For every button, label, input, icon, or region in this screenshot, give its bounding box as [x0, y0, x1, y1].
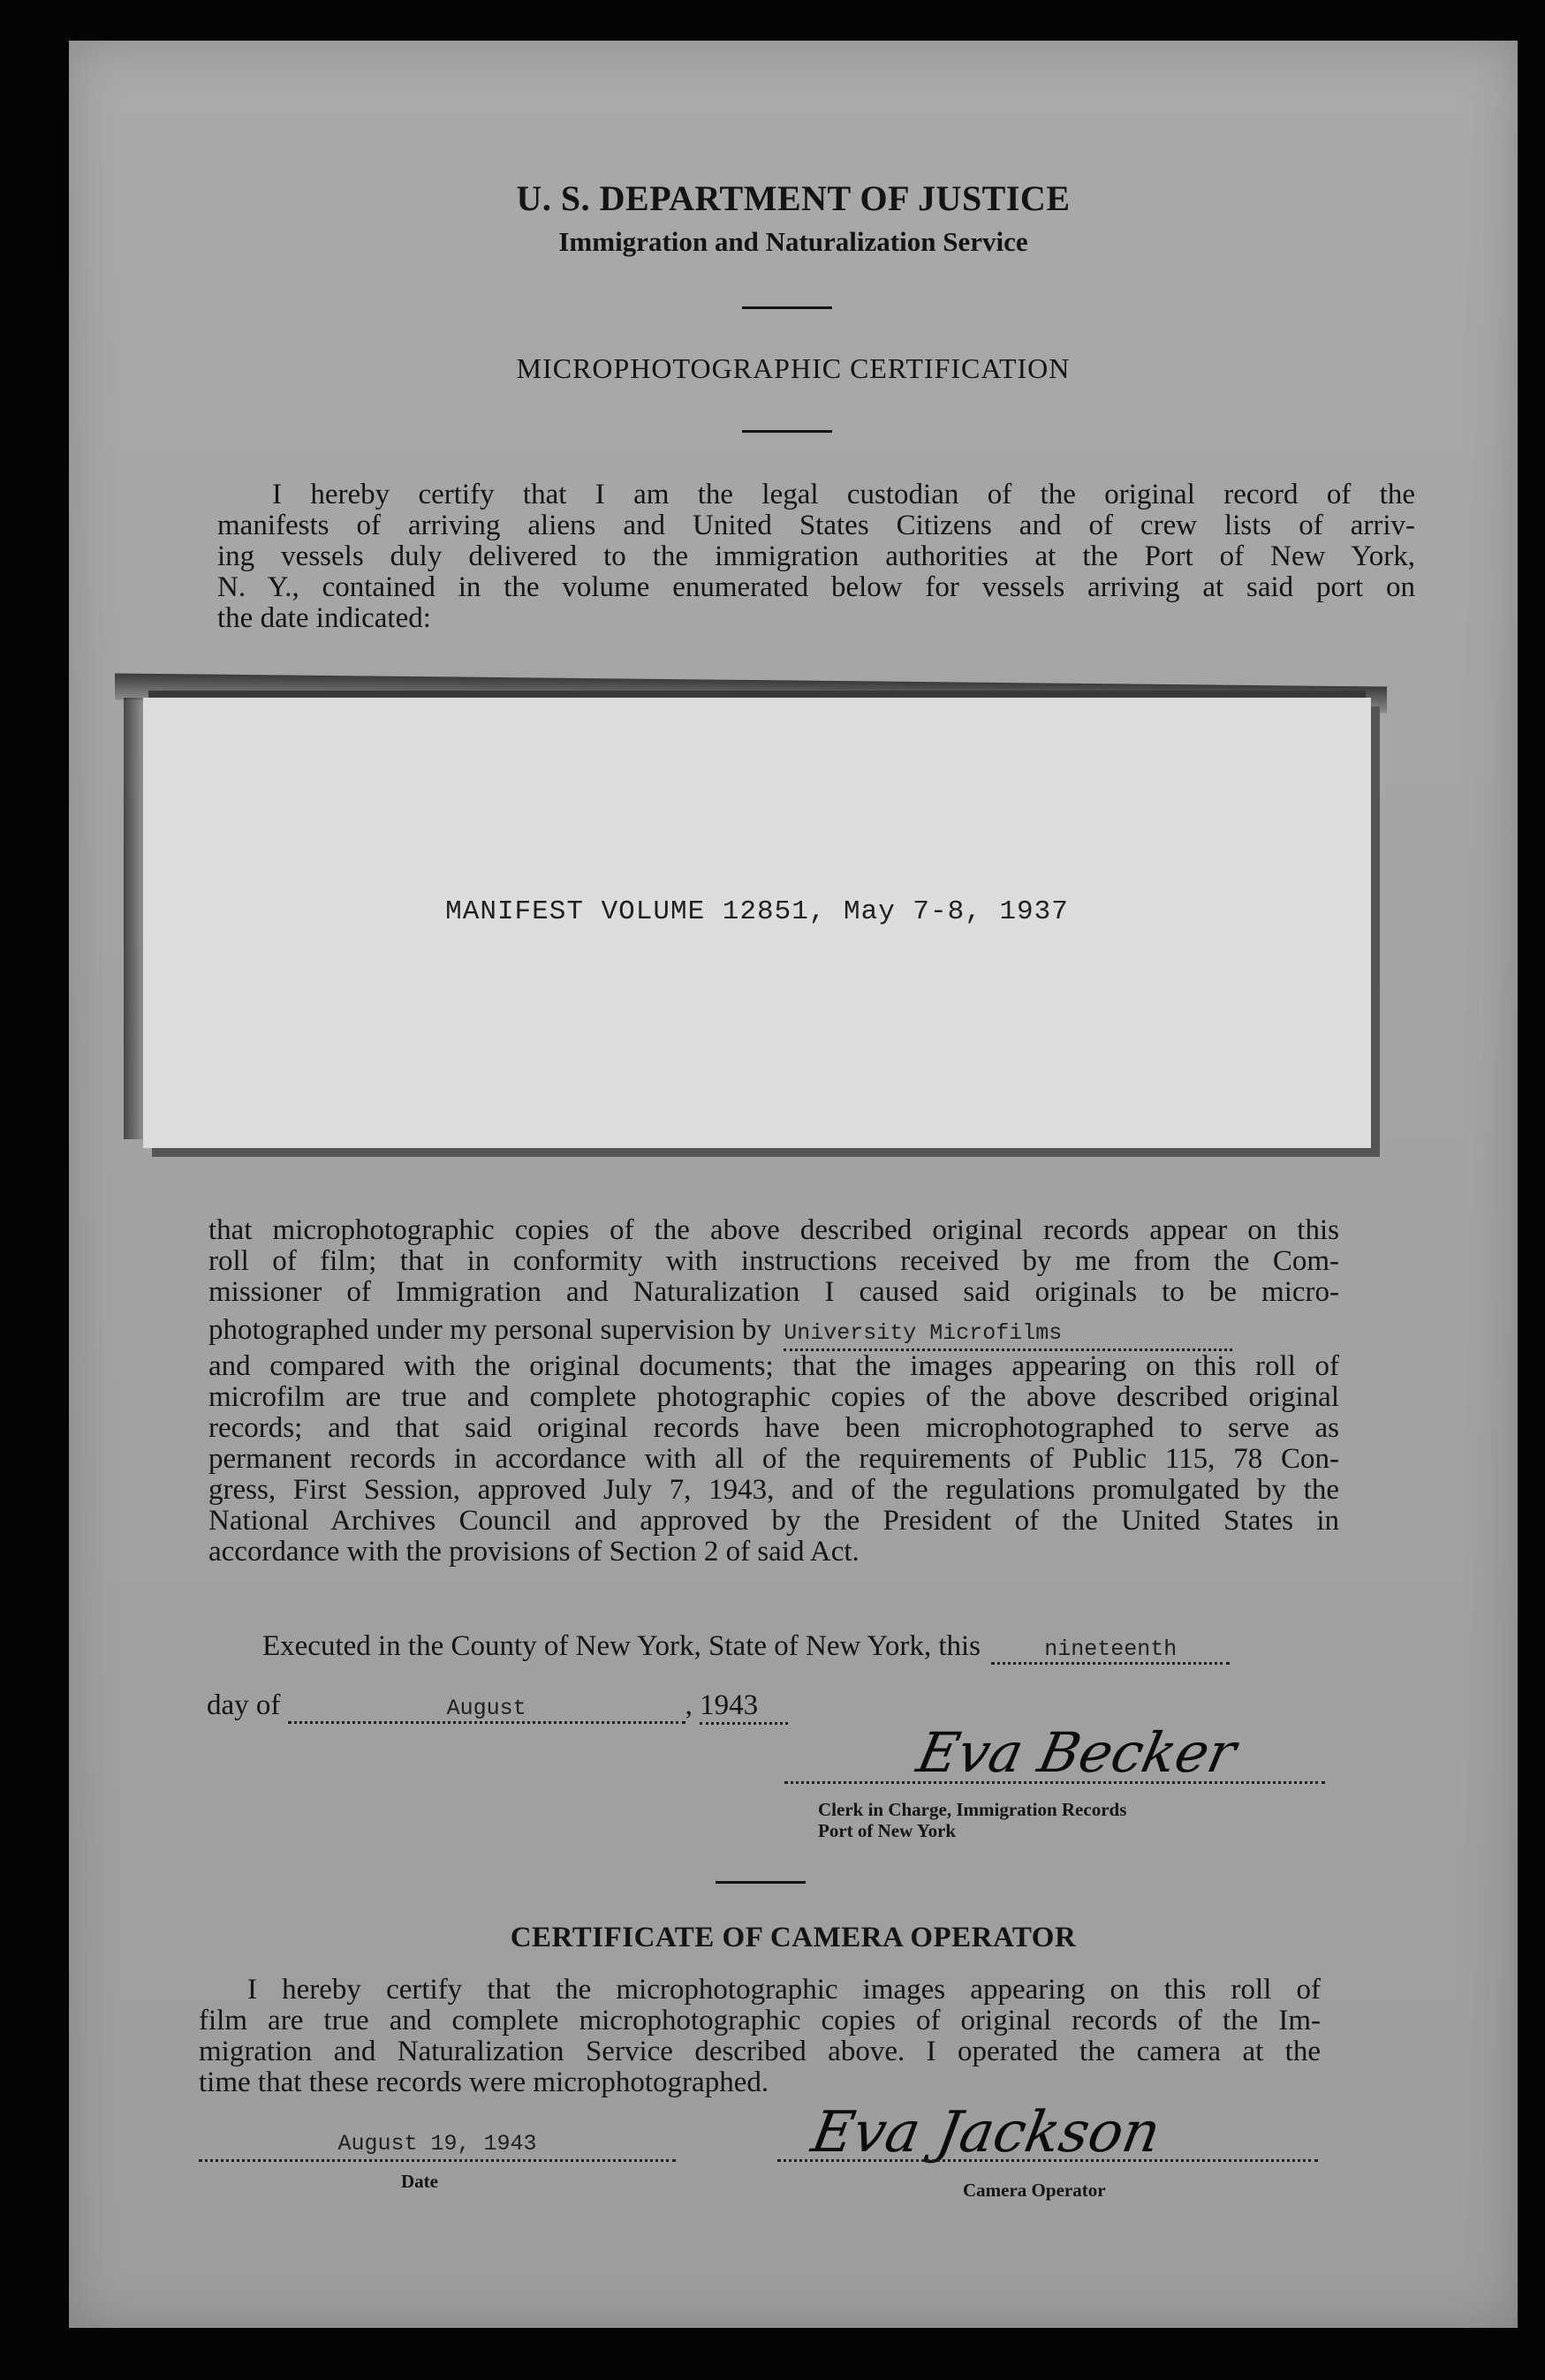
camera-operator-paragraph [199, 1975, 1321, 2098]
camera-operator-title: CERTIFICATE OF CAMERA OPERATOR [510, 1922, 1077, 1953]
operator-signature-line [777, 2159, 1318, 2162]
executed-prefix: Executed in the County of New York, State of New York, this [262, 1630, 981, 1662]
operator-date-line [199, 2159, 676, 2162]
body-line: missioner of Immigration and Naturalization I caused said originals to be micro- [208, 1276, 1339, 1308]
body-line: gress, First Session, approved July 7, 1943, and of the regulations promulgated by the [208, 1474, 1339, 1506]
clerk-title-line: Clerk in Charge, Immigration Records [818, 1799, 1127, 1820]
clerk-title-line: Port of New York [818, 1820, 957, 1841]
divider-rule [742, 306, 832, 309]
service-subheading: Immigration and Naturalization Service [558, 226, 1028, 257]
supervision-line [208, 1315, 1339, 1351]
body-line: National Archives Council and approved by the President of the United States in [208, 1505, 1339, 1537]
intro-line: N. Y., contained in the volume enumerated below for vessels arriving at said port on [217, 571, 1415, 603]
operator-line: time that these records were microphotographed. [199, 2066, 769, 2098]
day-of-label: day of [207, 1689, 281, 1721]
intro-line: I hereby certify that I am the legal custodian of the original record of the [272, 479, 1415, 510]
body-line: that microphotographic copies of the above described original records appear on this [208, 1214, 1339, 1246]
body-line: roll of film; that in conformity with instructions received by me from the Com- [208, 1245, 1339, 1277]
body-line: permanent records in accordance with all of the requirements of Public 115, 78 Con- [208, 1443, 1339, 1475]
operator-label: Camera Operator [963, 2180, 1106, 2201]
clerk-title [818, 1799, 1126, 1841]
supervision-prefix: photographed under my personal supervision by [208, 1314, 771, 1346]
executed-day-field [991, 1636, 1230, 1665]
intro-paragraph [217, 480, 1415, 634]
supervision-field [784, 1318, 1232, 1351]
operator-date-value: August 19, 1943 [337, 2131, 537, 2157]
operator-line: film are true and complete microphotographic copies of original records of the Im- [199, 2005, 1321, 2036]
divider-rule [716, 1881, 806, 1884]
operator-date-label: Date [401, 2171, 438, 2192]
intro-line: manifests of arriving aliens and United States Citizens and of crew lists of arriv- [217, 510, 1415, 541]
label-card-shadow [124, 698, 145, 1139]
clerk-signature: Eva Becker [912, 1720, 1242, 1785]
year-value: 1943 [700, 1689, 759, 1721]
executed-line [262, 1630, 1230, 1665]
clerk-signature-line [784, 1781, 1325, 1784]
body-line: and compared with the original documents; that the images appearing on this roll of [208, 1350, 1339, 1382]
department-heading: U. S. DEPARTMENT OF JUSTICE [516, 178, 1071, 218]
manifest-volume-text: MANIFEST VOLUME 12851, May 7-8, 1937 [445, 896, 1069, 927]
month-value: August [446, 1696, 526, 1721]
body-line: microfilm are true and complete photographic copies of the above described original [208, 1381, 1339, 1413]
certification-body [208, 1215, 1339, 1568]
supervision-value: University Microfilms [784, 1320, 1063, 1346]
body-line: records; and that said original records have been microphotographed to serve as [208, 1412, 1339, 1444]
divider-rule [742, 430, 832, 433]
operator-signature: Eva Jackson [807, 2100, 1165, 2165]
executed-day-value: nineteenth [1044, 1636, 1178, 1662]
body-line: accordance with the provisions of Section 2 of said Act. [208, 1536, 860, 1568]
intro-line: ing vessels duly delivered to the immigration authorities at the Port of New York, [217, 540, 1415, 572]
intro-line: the date indicated: [217, 602, 431, 634]
operator-line: I hereby certify that the microphotographic images appearing on this roll of [247, 1974, 1321, 2006]
certification-title: MICROPHOTOGRAPHIC CERTIFICATION [516, 352, 1071, 384]
operator-line: migration and Naturalization Service described above. I operated the camera at the [199, 2036, 1321, 2067]
manifest-label-card [143, 698, 1371, 1148]
month-field [288, 1696, 685, 1724]
date-line: day of August , 1943 [207, 1689, 788, 1725]
year-field [700, 1689, 788, 1725]
